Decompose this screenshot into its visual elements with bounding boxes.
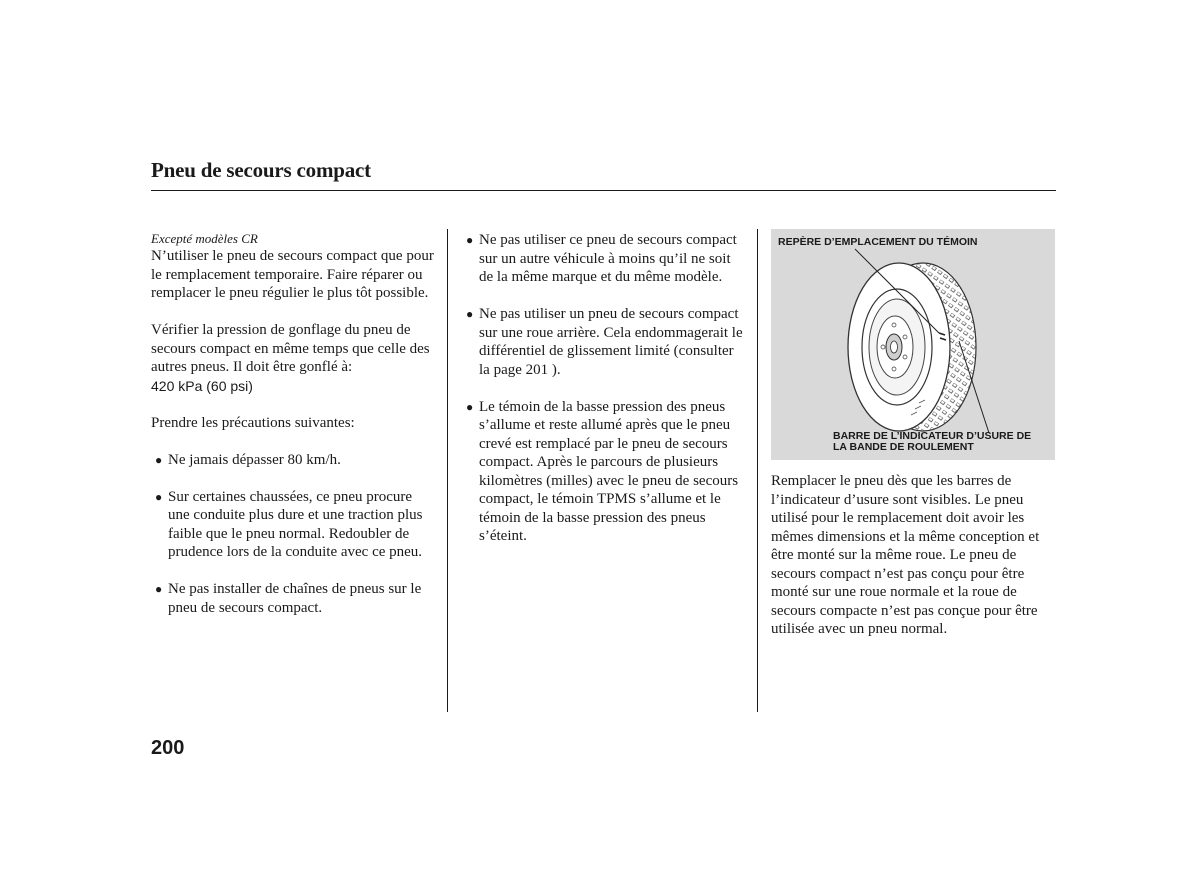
list-item <box>466 231 746 287</box>
pressure-paragraph: Vérifier la pression de gonflage du pneu de secours compact en même temps que celle des autres pneus. Il doit être gonflé à: <box>151 322 430 375</box>
column-divider-left <box>447 229 448 712</box>
bullet-text: Ne pas utiliser un pneu de secours compact sur une roue arrière. Cela endommagerait le différentiel de glissement limité (consulter la page 201 ). <box>479 306 743 378</box>
left-column <box>151 231 436 617</box>
figure-label-tread-wear-bar <box>833 431 1031 453</box>
list-item <box>466 305 746 379</box>
title-rule <box>151 190 1056 191</box>
column-divider-right <box>757 229 758 712</box>
bullet-icon: ● <box>466 233 474 247</box>
bullet-text: Ne pas installer de chaînes de pneus sur le pneu de secours compact. <box>168 581 422 616</box>
precautions-intro: Prendre les précautions suivantes: <box>151 414 355 431</box>
tire-illustration <box>771 229 1055 460</box>
page-number: 200 <box>151 737 185 759</box>
middle-column <box>466 231 746 546</box>
model-note: Excepté modèles CR <box>151 231 258 246</box>
bullet-icon: ● <box>466 307 474 321</box>
bullet-text: Le témoin de la basse pression des pneus s’allume et reste allumé après que le pneu crevé est remplacé par le pneu de secours compact. Après le parcours de plusieurs kilomètres (milles) avec le pneu de secours compact, le témoin TPMS s’allume et le témoin de la basse pression des pneus s’éteint. <box>479 398 739 544</box>
bullet-text: Sur certaines chaussées, ce pneu procure une conduite plus dure et une traction plus faible que le pneu normal. Redoubler de prudence lors de la conduite avec ce pneu. <box>168 488 423 560</box>
page-title: Pneu de secours compact <box>151 158 371 182</box>
bullet-icon: ● <box>155 452 163 467</box>
list-item <box>151 451 436 470</box>
bullet-icon: ● <box>155 582 163 596</box>
figure-label-line: LA BANDE DE ROULEMENT <box>833 441 974 453</box>
bullet-text: Ne jamais dépasser 80 km/h. <box>168 451 341 468</box>
right-column <box>771 472 1055 639</box>
intro-paragraph: N’utiliser le pneu de secours compact que pour le remplacement temporaire. Faire réparer ou remplacer le pneu régulier le plus tôt possible. <box>151 248 434 301</box>
figure-label-line: BARRE DE L’INDICATEUR D’USURE DE <box>833 430 1032 442</box>
tire-figure <box>771 229 1055 460</box>
figure-label-wear-indicator-location: REPÈRE D’EMPLACEMENT DU TÉMOIN <box>778 236 978 248</box>
list-item <box>466 398 746 546</box>
bullet-icon: ● <box>155 489 163 504</box>
bullet-text: Ne pas utiliser ce pneu de secours compact sur un autre véhicule à moins qu’il ne soit de la même marque et du même modèle. <box>479 232 737 285</box>
bullet-icon: ● <box>466 399 474 414</box>
pressure-value: 420 kPa (60 psi) <box>151 377 253 394</box>
list-item <box>151 580 436 617</box>
right-paragraph: Remplacer le pneu dès que les barres de l’indicateur d’usure sont visibles. Le pneu utilisé pour le remplacement doit avoir les mêmes dimensions et la même conception et être monté sur la même roue. Le pneu de secours compact n’est pas conçu pour être monté sur une roue normale et la roue de secours compacte n’est pas conçue pour être utilisée avec un pneu normal. <box>771 473 1040 637</box>
list-item <box>151 488 436 562</box>
